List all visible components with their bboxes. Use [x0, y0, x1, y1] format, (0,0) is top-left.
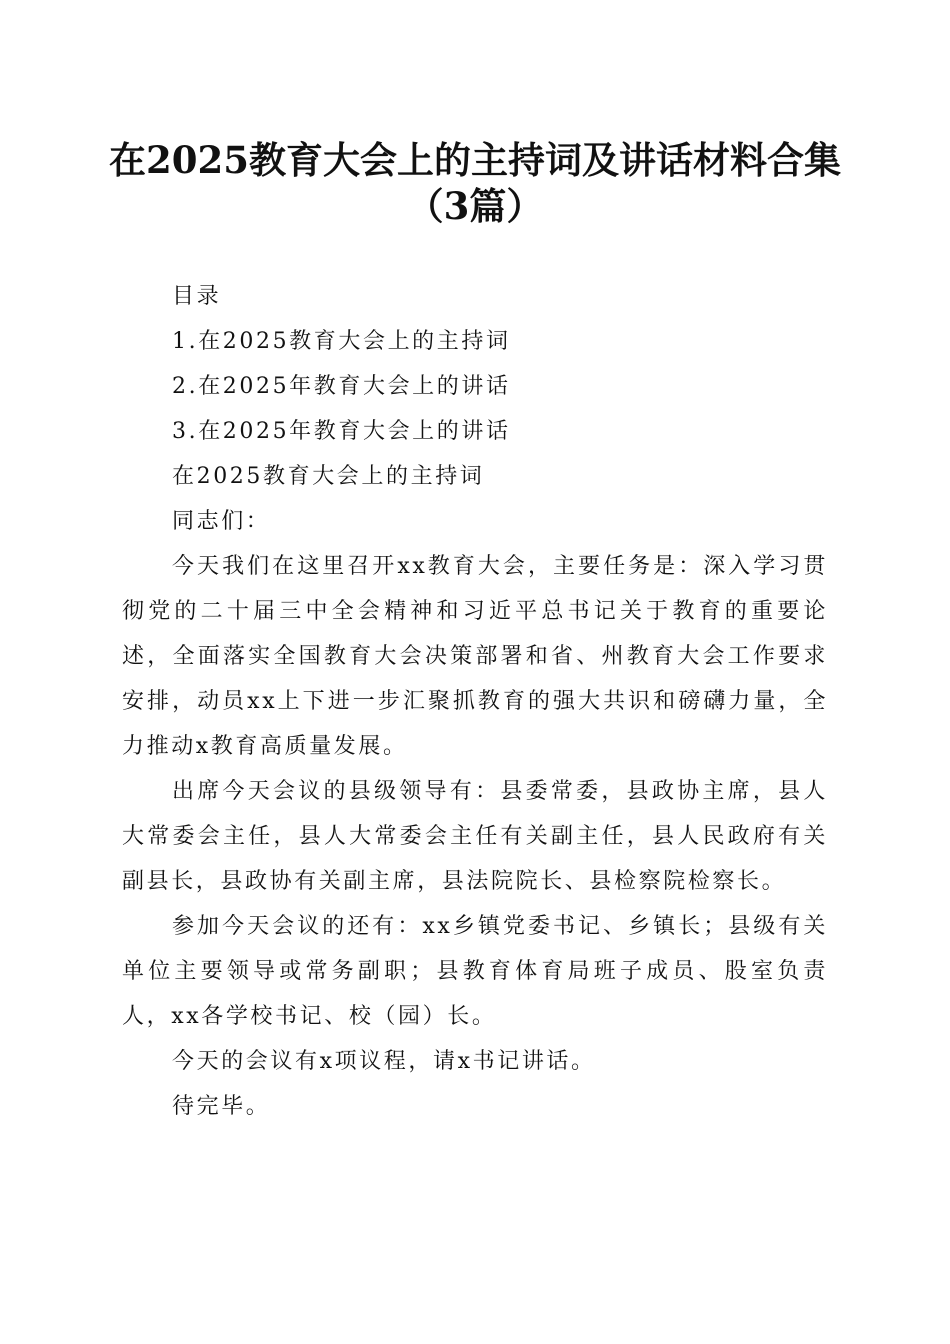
paragraph-4: 今天的会议有x项议程，请x书记讲话。	[172, 1049, 596, 1074]
document-body	[122, 274, 828, 1129]
document-title-line1: 在2025教育大会上的主持词及讲话材料合集	[109, 138, 841, 182]
salutation: 同志们：	[172, 509, 271, 534]
toc-heading: 目录	[172, 284, 222, 309]
toc-item-1: 1.在2025教育大会上的主持词	[172, 329, 511, 354]
section-title: 在2025教育大会上的主持词	[172, 464, 485, 489]
paragraph-2: 出席今天会议的县级领导有：县委常委，县政协主席，县人大常委会主任，县人大常委会主任有关副主任，县人民政府有关副县长，县政协有关副主席，县法院院长、县检察院检察长。	[122, 779, 828, 894]
closing-line: 待完毕。	[172, 1094, 271, 1119]
document-title-line2: （3篇）	[406, 184, 544, 228]
paragraph-1: 今天我们在这里召开xx教育大会，主要任务是：深入学习贯彻党的二十届三中全会精神和习近平总书记关于教育的重要论述，全面落实全国教育大会决策部署和省、州教育大会工作要求安排，动员xx上下进一步汇聚抓教育的强大共识和磅礴力量，全力推动x教育高质量发展。	[122, 554, 828, 759]
paragraph-3: 参加今天会议的还有：xx乡镇党委书记、乡镇长；县级有关单位主要领导或常务副职；县教育体育局班子成员、股室负责人，xx各学校书记、校（园）长。	[122, 914, 828, 1029]
toc-item-3: 3.在2025年教育大会上的讲话	[172, 419, 511, 444]
toc-item-2: 2.在2025年教育大会上的讲话	[172, 374, 511, 399]
